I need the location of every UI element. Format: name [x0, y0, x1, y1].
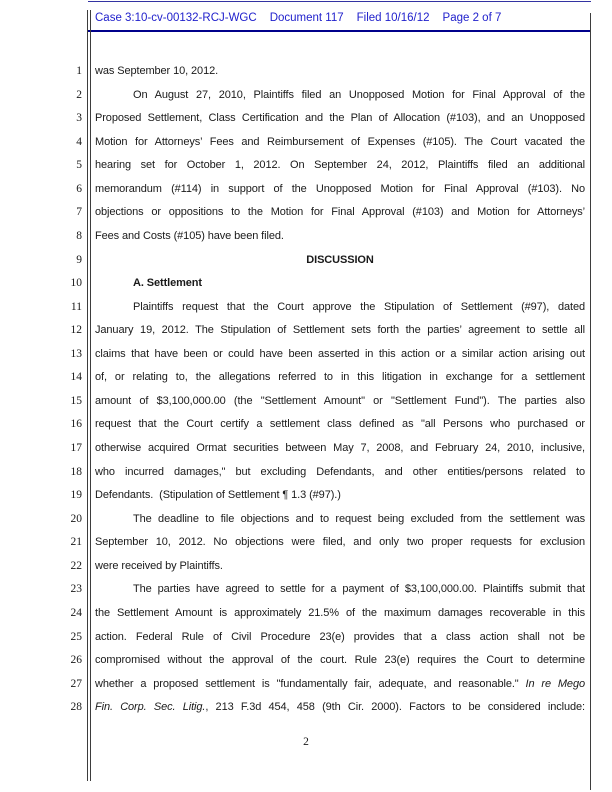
document-line: Fin. Corp. Sec. Litig., 213 F.3d 454, 458 (9th Cir. 2000). Factors to be considered include: [95, 701, 585, 714]
line-number: 16 [70, 418, 82, 431]
document-line: hearing set for October 1, 2012. On September 24, 2012, Plaintiffs filed an additional [95, 159, 585, 172]
document-line: request that the Court certify a settlement class defined as "all Persons who purchased or [95, 418, 585, 431]
document-line: Fees and Costs (#105) have been filed. [95, 229, 284, 242]
document-line: claims that have been or could have been asserted in this action or a similar action arising out [95, 347, 585, 360]
document-line: The parties have agreed to settle for a payment of $3,100,000.00. Plaintiffs submit that [133, 583, 585, 596]
document-line: the Settlement Amount is approximately 21.5% of the maximum damages recoverable in this [95, 606, 585, 619]
line-number: 7 [76, 206, 82, 219]
document-line: memorandum (#114) in support of the Unopposed Motion for Final Approval (#103). No [95, 182, 585, 195]
document-line: Motion for Attorneys’ Fees and Reimbursement of Expenses (#105). The Court vacated the [95, 135, 585, 148]
line-number: 17 [70, 442, 82, 454]
page-number-footer: 2 [303, 736, 309, 748]
line-number: 15 [70, 394, 82, 407]
document-line: Proposed Settlement, Class Certification and the Plan of Allocation (#103), and an Unopposed [95, 112, 585, 125]
document-line: objections or oppositions to the Motion for Final Approval (#103) and Motion for Attorneys’ [95, 206, 585, 219]
line-number: 9 [76, 253, 82, 266]
line-number: 28 [70, 701, 82, 714]
document-line: whether a proposed settlement is "fundamentally fair, adequate, and reasonable." In re Mego [95, 677, 585, 690]
document-line: amount of $3,100,000.00 (the "Settlement Amount" or "Settlement Fund"). The parties also [95, 394, 585, 407]
document-line: A. Settlement [133, 277, 202, 290]
case-header [95, 11, 514, 25]
line-number: 8 [76, 229, 82, 242]
document-line: otherwise acquired Ormat securities between May 7, 2008, and February 24, 2010, inclusive, [95, 442, 585, 454]
line-number: 19 [70, 489, 82, 502]
document-line: The deadline to file objections and to request being excluded from the settlement was [133, 512, 585, 525]
line-number: 24 [70, 606, 82, 619]
line-number: 12 [70, 324, 82, 337]
line-number: 10 [70, 277, 82, 290]
line-number: 13 [70, 347, 82, 360]
line-number-gutter [40, 60, 82, 720]
line-number: 4 [76, 135, 82, 148]
line-number: 26 [70, 654, 82, 667]
line-number: 25 [70, 630, 82, 643]
document-line: action. Federal Rule of Civil Procedure 23(e) provides that a class action shall not be [95, 630, 585, 643]
line-number: 27 [70, 677, 82, 690]
line-number: 11 [70, 300, 82, 313]
line-number: 23 [70, 583, 82, 596]
line-number: 21 [70, 536, 82, 549]
document-line: Defendants. (Stipulation of Settlement ¶ 1.3 (#97).) [95, 489, 341, 502]
pleading-double-line-left [87, 10, 91, 781]
document-line: of, or relating to, the allegations referred to in this litigation in exchange for a settlement [95, 371, 585, 384]
header-top-rule [88, 1, 591, 2]
document-line: who incurred damages," but excluding Defendants, and other entities/persons related to [95, 465, 585, 478]
line-number: 22 [70, 559, 82, 572]
document-line: compromised without the approval of the court. Rule 23(e) requires the Court to determine [95, 654, 585, 667]
line-number: 6 [76, 182, 82, 195]
document-line: were received by Plaintiffs. [95, 559, 223, 572]
line-number: 20 [70, 512, 82, 525]
document-text-column [95, 60, 585, 720]
line-number: 5 [76, 159, 82, 172]
header-document-number: Document 117 [269, 12, 344, 24]
document-line: was September 10, 2012. [95, 65, 219, 77]
line-number: 3 [76, 112, 82, 125]
line-number: 14 [70, 371, 82, 384]
header-page-info: Page 2 of 7 [442, 12, 502, 24]
document-line: On August 27, 2010, Plaintiffs filed an Unopposed Motion for Final Approval of the [133, 88, 585, 101]
line-number: 1 [76, 65, 82, 77]
document-line: DISCUSSION [306, 253, 374, 266]
header-bottom-rule [88, 30, 591, 32]
line-number: 2 [76, 88, 82, 101]
document-line: January 19, 2012. The Stipulation of Settlement sets forth the parties’ agreement to settle all [95, 324, 585, 337]
line-number: 18 [70, 465, 82, 478]
header-case-number: Case 3:10-cv-00132-RCJ-WGC [95, 12, 257, 24]
document-line: Plaintiffs request that the Court approve the Stipulation of Settlement (#97), dated [133, 300, 585, 313]
pleading-line-right [590, 13, 591, 790]
header-filed-date: Filed 10/16/12 [356, 12, 430, 24]
document-line: September 10, 2012. No objections were filed, and only two proper requests for exclusion [95, 536, 585, 549]
